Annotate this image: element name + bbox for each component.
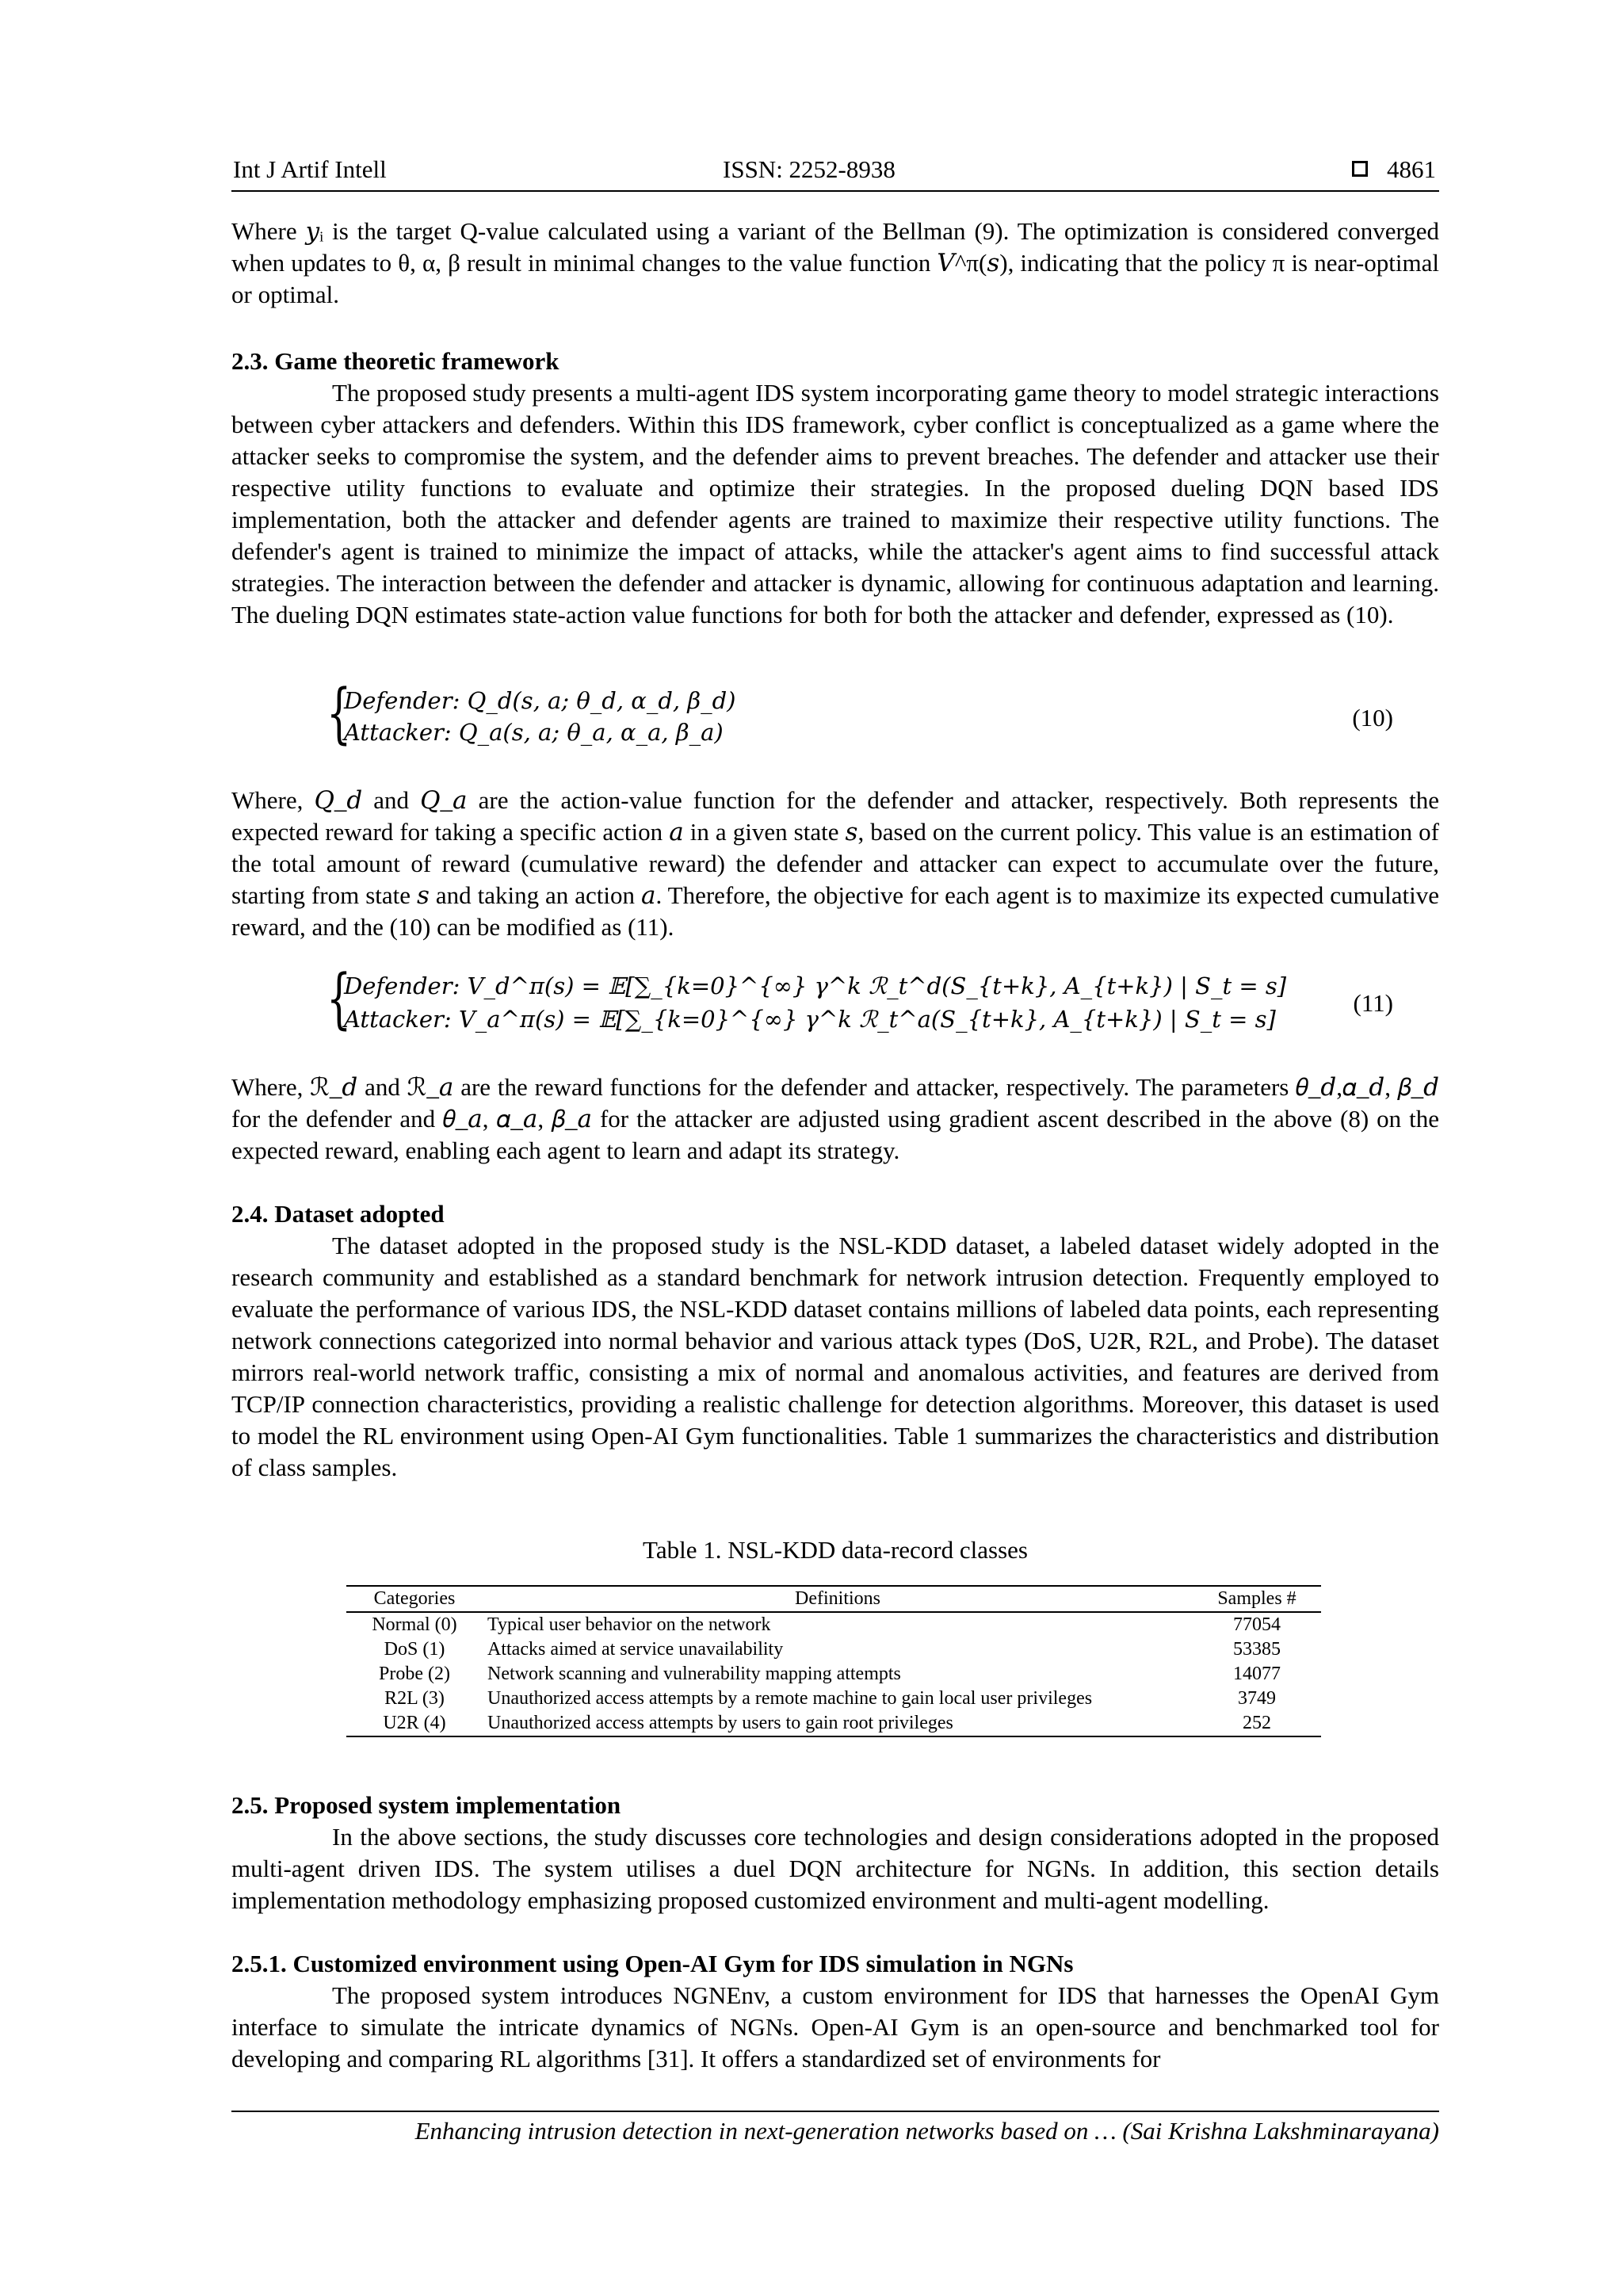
section-2-5-paragraph: In the above sections, the study discusses core technologies and design considerations adopted in the proposed multi-agent driven IDS. The system utilises a duel DQN architecture for NGNs. In addition, this section details implementation methodology emphasizing proposed customized environment and multi-agent modelling. xyxy=(231,1823,1439,1914)
table-row xyxy=(346,1687,1321,1711)
table-row xyxy=(346,1612,1321,1637)
section-2-3-paragraph: The proposed study presents a multi-agent IDS system incorporating game theory to model strategic interactions between cyber attackers and defenders. Within this IDS framework, cyber conflict is conceptualized as a game where the attacker seeks to compromise the system, and the defender aims to prevent breaches. The defender and attacker use their respective utility functions to evaluate and optimize their strategies. In the proposed dueling DQN based IDS implementation, both the attacker and defender agents are trained to maximize their respective utility functions. The defender's agent is trained to minimize the impact of attacks, while the attacker's agent aims to find successful attack strategies. The interaction between the defender and attacker is dynamic, allowing for continuous adaptation and learning. The dueling DQN estimates state-action value functions for both for both the attacker and defender, expressed as (10). xyxy=(231,379,1439,628)
table-cell-definition: Network scanning and vulnerability mapping attempts xyxy=(487,1664,901,1684)
section-2-3-paragraph-2: Where, 𝑄_𝑑 and 𝑄_𝑎 are the action-value function for the defender and attacker, respectively. Both represents the expected reward for taking a specific action 𝑎 in a given state 𝑠, based on the current policy. This value is an estimation of the total amount of reward (cumulative reward) the defender and attacker can expect to accumulate over the future, starting from state 𝑠 and taking an action 𝑎. Therefore, the objective for each agent is to maximize its expected cumulative reward, and the (10) can be modified as (11). xyxy=(231,786,1439,941)
table-row xyxy=(346,1711,1321,1736)
table-row xyxy=(346,1662,1321,1687)
section-2-4-paragraph: The dataset adopted in the proposed study is the NSL-KDD dataset, a labeled dataset widely adopted in the research community and established as a standard benchmark for network intrusion detection. Frequently employed to evaluate the performance of various IDS, the NSL-KDD dataset contains millions of labeled data points, each representing network connections categorized into normal behavior and various attack types (DoS, U2R, R2L, and Probe). The dataset mirrors real-world network traffic, consisting a mix of normal and anomalous activities, and features are derived from TCP/IP connection characteristics, providing a realistic challenge for detection algorithms. Moreover, this dataset is used to model the RL environment using Open-AI Gym functionalities. Table 1 summarizes the characteristics and distribution of class samples. xyxy=(231,1232,1439,1481)
page-number: 4861 xyxy=(1387,155,1436,183)
table-cell-definition: Unauthorized access attempts by a remote machine to gain local user privileges xyxy=(487,1688,1093,1709)
table-cell-samples: 252 xyxy=(1193,1711,1321,1736)
table-cell-category: DoS (1) xyxy=(384,1639,445,1660)
table-cell-samples: 77054 xyxy=(1233,1614,1281,1635)
running-footer: Enhancing intrusion detection in next-generation networks based on … (Sai Krishna Lakshminarayana) xyxy=(231,2111,1439,2145)
table-header-cell: Definitions xyxy=(483,1586,1193,1612)
table-header-row xyxy=(346,1586,1321,1612)
left-brace: { xyxy=(327,676,352,751)
eq11-attacker: Attacker: V_a^π(s) = 𝔼[∑_{k=0}^{∞} γ^k ℛ_t^a(S_{t+k}, A_{t+k}) | S_t = s] xyxy=(344,1006,1276,1033)
table-cell-samples: 3749 xyxy=(1238,1688,1276,1709)
table-1 xyxy=(346,1585,1321,1737)
table-header-cell: Samples # xyxy=(1193,1586,1321,1612)
checkbox-square-icon xyxy=(1352,161,1368,177)
section-heading-2-5: 2.5. Proposed system implementation xyxy=(231,1791,621,1819)
table-1-caption: Table 1. NSL-KDD data-record classes xyxy=(643,1536,1028,1564)
table-cell-category: Probe (2) xyxy=(379,1664,450,1684)
intro-paragraph: Where 𝑦ᵢ is the target Q-value calculated using a variant of the Bellman (9). The optimization is considered converged when updates to θ, α, β result in minimal changes to the value function 𝑉^π(𝑠), indicating that the policy π is near-optimal or optimal. xyxy=(231,217,1439,308)
issn: ISSN: 2252-8938 xyxy=(723,155,896,183)
table-cell-category: R2L (3) xyxy=(384,1688,445,1709)
equation-11-number: (11) xyxy=(1353,989,1393,1017)
table-cell-definition: Attacks aimed at service unavailability xyxy=(487,1639,784,1660)
table-cell-definition: Typical user behavior on the network xyxy=(487,1614,771,1635)
left-brace: { xyxy=(327,961,352,1037)
table-header-cell: Categories xyxy=(346,1586,483,1612)
section-heading-2-4: 2.4. Dataset adopted xyxy=(231,1200,445,1228)
table-cell-category: U2R (4) xyxy=(346,1711,483,1736)
table-cell-samples: 53385 xyxy=(1233,1639,1281,1660)
equation-10-number: (10) xyxy=(1352,704,1393,732)
section-heading-2-3: 2.3. Game theoretic framework xyxy=(231,347,559,375)
section-heading-2-5-1: 2.5.1. Customized environment using Open-AI Gym for IDS simulation in NGNs xyxy=(231,1950,1074,1977)
eq11-defender: Defender: V_d^π(s) = 𝔼[∑_{k=0}^{∞} γ^k ℛ_t^d(S_{t+k}, A_{t+k}) | S_t = s] xyxy=(344,972,1287,999)
table-cell-samples: 14077 xyxy=(1233,1664,1281,1684)
eq10-attacker: Attacker: Q_a(s, a; θ_a, α_a, β_a) xyxy=(344,719,724,746)
eq10-defender: Defender: Q_d(s, a; θ_d, α_d, β_d) xyxy=(344,687,736,714)
journal-name: Int J Artif Intell xyxy=(233,155,387,183)
table-cell-definition: Unauthorized access attempts by users to gain root privileges xyxy=(483,1711,1193,1736)
section-2-3-paragraph-3: Where, ℛ_𝑑 and ℛ_𝑎 are the reward functions for the defender and attacker, respectively. The parameters 𝜃_𝑑,𝛼_𝑑, 𝛽_𝑑 for the defender and 𝜃_𝑎, 𝛼_𝑎, 𝛽_𝑎 for the attacker are adjusted using gradient ascent described in the above (8) on the expected reward, enabling each agent to learn and adapt its strategy. xyxy=(231,1073,1439,1164)
table-cell-category: Normal (0) xyxy=(372,1614,457,1635)
running-header xyxy=(231,155,1439,192)
section-2-5-1-paragraph: The proposed system introduces NGNEnv, a custom environment for IDS that harnesses the OpenAI Gym interface to simulate the intricate dynamics of NGNs. Open-AI Gym is an open-source and benchmarked tool for developing and comparing RL algorithms [31]. It offers a standardized set of environments for xyxy=(231,1981,1439,2073)
table-row xyxy=(346,1637,1321,1662)
